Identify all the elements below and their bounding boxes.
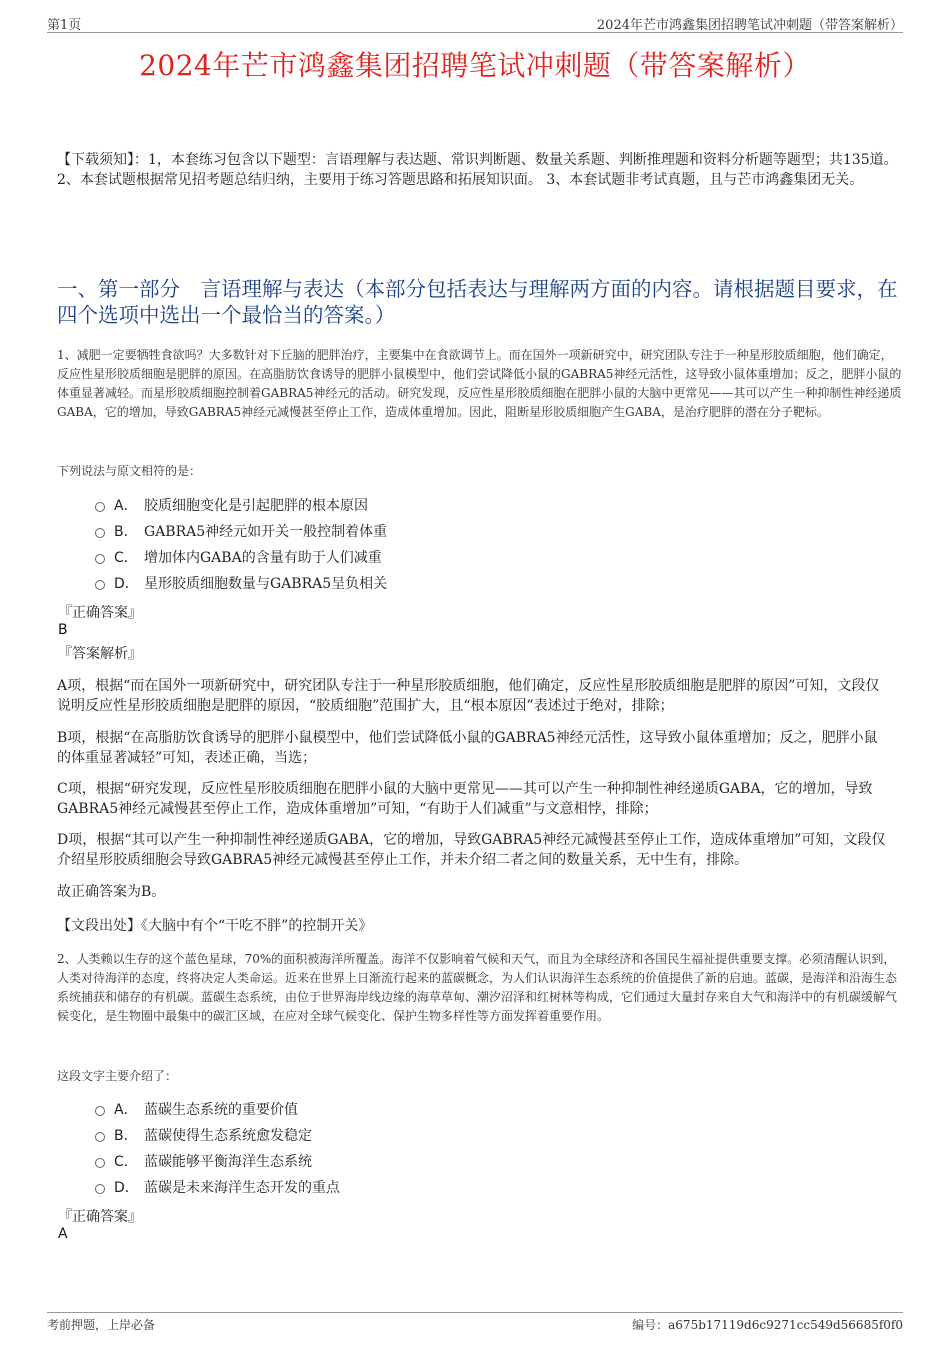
option-letter: A．: [114, 498, 138, 514]
option-text: 胶质细胞变化是引起肥胖的根本原因: [144, 498, 368, 514]
q2-option-b[interactable]: [95, 1126, 312, 1146]
radio-icon[interactable]: [95, 1158, 105, 1168]
q1-analysis-a: A项，根据“而在国外一项新研究中，研究团队专注于一种星形胶质细胞，他们确定，反应性星形胶质细胞是肥胖的原因”可知，文段仅说明反应性星形胶质细胞是肥胖的原因，“胶质细胞”范围扩大，且“根本原因”表述过于绝对，排除；: [57, 678, 880, 714]
footer-slogan: 考前押题，上岸必备: [47, 1318, 156, 1332]
option-text: GABRA5神经元如开关一般控制着体重: [144, 524, 388, 540]
q1-analysis-d: D项，根据“其可以产生一种抑制性神经递质GABA，它的增加，导致GABRA5神经元减慢甚至停止工作，造成体重增加”可知，文段仅介绍星形胶质细胞会导致GABRA5神经元减慢甚至停止工作，并未介绍二者之间的数量关系，无中生有，排除。: [57, 832, 886, 868]
q2-option-d[interactable]: [95, 1178, 340, 1198]
page-number: 第1页: [47, 18, 82, 33]
radio-icon[interactable]: [95, 580, 105, 590]
q1-conclusion: 故正确答案为B。: [57, 884, 166, 900]
radio-icon[interactable]: [95, 528, 105, 538]
radio-icon[interactable]: [95, 1132, 105, 1142]
q1-answer: B: [58, 622, 68, 638]
q2-option-a[interactable]: [95, 1100, 298, 1120]
radio-icon[interactable]: [95, 1184, 105, 1194]
option-text: 增加体内GABA的含量有助于人们减重: [144, 550, 382, 566]
option-text: 蓝碳生态系统的重要价值: [144, 1102, 298, 1118]
q2-option-c[interactable]: [95, 1152, 312, 1172]
option-text: 蓝碳使得生态系统愈发稳定: [144, 1128, 312, 1144]
q1-passage: 1、减肥一定要牺牲食欲吗？大多数针对下丘脑的肥胖治疗，主要集中在食欲调节上。而在国外一项新研究中，研究团队专注于一种星形胶质细胞，他们确定，反应性星形胶质细胞是肥胖的原因。在高脂肪饮食诱导的肥胖小鼠模型中，他们尝试降低小鼠的GABRA5神经元活性，这导致小鼠体重增加；反之，肥胖小鼠的体重显著减轻。而星形胶质细胞控制着GABRA5神经元的活动。研究发现，反应性星形胶质细胞在肥胖小鼠的大脑中更常见——其可以产生一种抑制性神经递质GABA，它的增加，导致GABRA5神经元减慢甚至停止工作，造成体重增加。因此，阻断星形胶质细胞产生GABA，是治疗肥胖的潜在分子靶标。: [57, 348, 902, 419]
q1-option-d[interactable]: [95, 574, 387, 594]
option-letter: D．: [114, 1180, 139, 1196]
download-notice: 【下载须知】：1，本套练习包含以下题型：言语理解与表达题、常识判断题、数量关系题、判断推理题和资料分析题等题型；共135道。 2、本套试题根据常见招考题总结归纳，主要用于练习答题思路和拓展知识面。 3、本套试题非考试真题，且与芒市鸿鑫集团无关。: [57, 152, 898, 188]
option-letter: B．: [114, 1128, 138, 1144]
q1-analysis-c: C项，根据“研究发现，反应性星形胶质细胞在肥胖小鼠的大脑中更常见——其可以产生一种抑制性神经递质GABA，它的增加，导致GABRA5神经元减慢甚至停止工作，造成体重增加”可知，“有助于人们减重”与文意相悖，排除；: [57, 781, 873, 817]
q1-prompt: 下列说法与原文相符的是：: [57, 464, 202, 478]
option-letter: C．: [114, 550, 138, 566]
radio-icon[interactable]: [95, 554, 105, 564]
header-doc-title: 2024年芒市鸿鑫集团招聘笔试冲刺题（带答案解析）: [596, 18, 903, 33]
q1-option-c[interactable]: [95, 548, 382, 568]
q2-prompt: 这段文字主要介绍了：: [57, 1069, 178, 1083]
q2-answer: A: [58, 1226, 68, 1242]
footer-serial: 编号：a675b17119d6c9271cc549d56685f0f0: [632, 1318, 903, 1332]
option-letter: C．: [114, 1154, 138, 1170]
option-text: 星形胶质细胞数量与GABRA5呈负相关: [144, 576, 388, 592]
document-title: 2024年芒市鸿鑫集团招聘笔试冲刺题（带答案解析）: [139, 49, 811, 82]
q2-answer-label: 『正确答案』: [58, 1209, 142, 1225]
q1-option-b[interactable]: [95, 522, 387, 542]
q1-source: 【文段出处】《大脑中有个“干吃不胖”的控制开关》: [57, 918, 373, 934]
q1-answer-label: 『正确答案』: [58, 605, 142, 621]
q1-option-a[interactable]: [95, 496, 368, 516]
q1-analysis-label: 『答案解析』: [58, 646, 142, 662]
option-letter: D．: [114, 576, 139, 592]
option-text: 蓝碳是未来海洋生态开发的重点: [144, 1180, 340, 1196]
option-letter: B．: [114, 524, 138, 540]
radio-icon[interactable]: [95, 1106, 105, 1116]
page-footer: [47, 1312, 903, 1332]
option-letter: A．: [114, 1102, 138, 1118]
section-heading: 一、第一部分 言语理解与表达（本部分包括表达与理解两方面的内容。请根据题目要求，在四个选项中选出一个最恰当的答案。）: [57, 277, 898, 327]
option-text: 蓝碳能够平衡海洋生态系统: [144, 1154, 312, 1170]
q1-analysis-b: B项，根据“在高脂肪饮食诱导的肥胖小鼠模型中，他们尝试降低小鼠的GABRA5神经元活性，这导致小鼠体重增加；反之，肥胖小鼠的体重显著减轻”可知，表述正确，当选；: [57, 730, 878, 766]
radio-icon[interactable]: [95, 502, 105, 512]
q2-passage: 2、人类赖以生存的这个蓝色星球，70%的面积被海洋所覆盖。海洋不仅影响着气候和天气，而且为全球经济和各国民生福祉提供重要支撑。必须清醒认识到，人类对待海洋的态度，终将决定人类命运。近来在世界上日渐流行起来的蓝碳概念，为人们认识海洋生态系统的价值提供了新的启迪。蓝碳，是海洋和沿海生态系统捕获和储存的有机碳。蓝碳生态系统，由位于世界海岸线边缘的海草草甸、潮汐沼泽和红树林等构成，它们通过大量封存来自大气和海洋中的有机碳缓解气候变化，是生物圈中最集中的碳汇区域，在应对全球气候变化、保护生物多样性等方面发挥着重要作用。: [57, 952, 898, 1023]
page-header: [47, 14, 903, 33]
